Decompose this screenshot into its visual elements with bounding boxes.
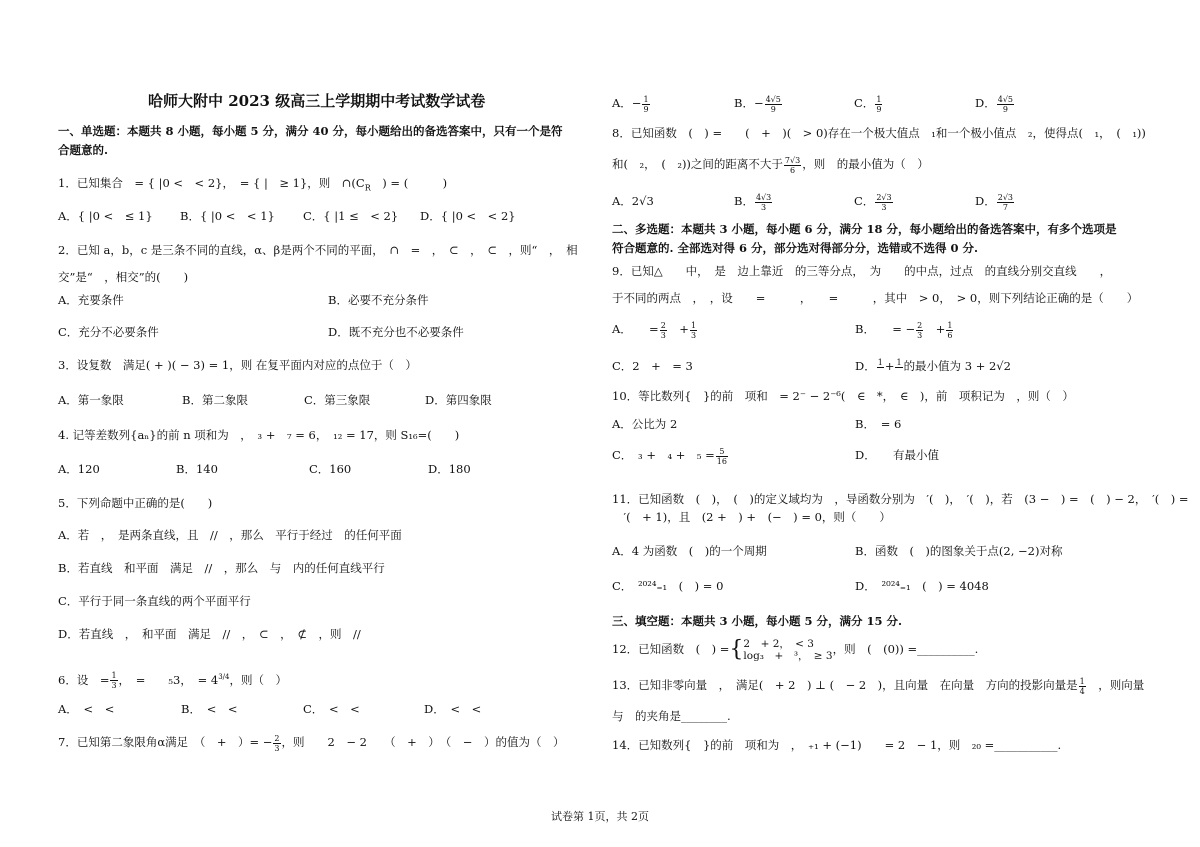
q4-option-d: D．180 [428,462,471,476]
q6-option-d: D． < < [424,702,482,716]
q10-option-c: C． ₃ + ₄ + ₅ = $\frac{5}{16}$ [612,446,727,466]
section-2-heading: 二、多选题：本题共 3 小题，每小题 6 分，满分 18 分，每小题给出的备选答案中，有多个选项是 [612,222,1117,236]
q2-option-a: A．充要条件 [58,293,124,307]
q8-option-c: C． $\frac{2√3}{3}$ [854,192,892,212]
q9-stem-cont: 于不同的两点 ， ，设 = ， = ，其中 > 0， > 0，则下列结论正确的是（ ） [612,291,1139,305]
q13-stem-cont: 与 的夹角是________. [612,709,731,723]
q1-stem: 1．已知集合 = { |0 < < 2}， = { | ≥ 1}，则 $\cap(C_R$ ) = ( ) [58,176,448,193]
q10-option-a: A．公比为 2 [612,417,678,431]
section-1-heading-cont: 合题意的. [58,143,109,157]
q5-option-b: B．若直线 和平面 满足 // ，那么 与 内的任何直线平行 [58,561,385,575]
q3-option-b: B．第二象限 [182,393,248,407]
q7-option-d: D． $\frac{4√5}{9}$ [975,94,1014,114]
q14-stem: 14．已知数列{ }的前 项和为 ， ₊₁ + (−1) = 2 − 1，则 ₂₀ =___________. [612,738,1062,752]
q3-stem: 3．设复数 满足( + )( − 3) = 1，则 在复平面内对应的点位于（ ） [58,358,417,372]
q2-option-b: B．必要不充分条件 [328,293,429,307]
q11-option-c: C． ²⁰²⁴₌₁ ( ) = 0 [612,579,724,593]
q6-option-a: A． < < [58,702,115,716]
q10-option-b: B． = 6 [855,417,902,431]
q11-option-d: D． ²⁰²⁴₌₁ ( ) = 4048 [855,579,989,593]
q13-stem: 13．已知非零向量 ， 满足( + 2 ) ⊥ ( − 2 )，且向量 在向量 方向的投影向量是 $\frac{1}{4}$ ，则向量 [612,676,1145,696]
q8-option-a: A．2√3 [612,194,654,208]
q5-option-d: D．若直线 ， 和平面 满足 // ， ⊂ ， ⊄ ，则 // [58,627,361,641]
q11-option-a: A．4 为函数 ( )的一个周期 [612,544,767,558]
q10-option-d: D． 有最小值 [855,448,939,462]
q2-option-d: D．既不充分也不必要条件 [328,325,464,339]
q5-stem: 5．下列命题中正确的是( ) [58,496,213,510]
q11-stem: 11．已知函数 ( )， ( )的定义域均为 ，导函数分别为 ′( )， ′( )，若 (3 − ) = ( ) − 2， ′( ) = [612,492,1189,506]
page-title: 哈师大附中 2023 级高三上学期期中考试数学试卷 [148,92,486,110]
q6-stem: 6．设 = $\frac{1}{3}$ ， = ₅3， = $4^{3/4}$，则（ ） [58,671,287,691]
q1-option-b: B．{ |0 < < 1} [180,209,275,223]
q8-stem: 8．已知函数 ( ) = ( + )( > 0)存在一个极大值点 ₁和一个极小值点 ₂，使得点( ₁， ( ₁)) [612,126,1146,140]
q12-stem: 12．已知函数 ( ) ={ 2 + 2， < 3 log₃ + ³， ≥ 3 ，则 ( (0)) =__________. [612,637,979,662]
q3-option-d: D．第四象限 [425,393,492,407]
q9-option-d: D． 1 + 1 的最小值为 3 + 2√2 [855,357,1011,373]
section-3-heading: 三、填空题：本题共 3 小题，每小题 5 分，满分 15 分. [612,614,903,628]
q1-option-c: C．{ |1 ≤ < 2} [303,209,399,223]
q6-option-b: B． < < [181,702,238,716]
q9-option-a: A． = $\frac{2}{3}$ + $\frac{1}{3}$ [612,320,697,340]
piecewise-cases: 2 + 2， < 3 log₃ + ³， ≥ 3 [743,638,833,662]
q4-option-c: C．160 [309,462,352,476]
q11-stem-cont: ′( + 1)，且 (2 + ) + (− ) = 0，则（ ） [612,510,891,524]
q7-option-b: B．− $\frac{4√5}{9}$ [734,94,781,114]
q2-stem: 2．已知 a，b，c 是三条不同的直线，α、β是两个不同的平面， ∩ = ， ⊂ ， ⊂ ，则“ ， 相 [58,243,578,257]
q1-option-a: A．{ |0 < ≤ 1} [58,209,153,223]
section-1-heading: 一、单选题：本题共 8 小题，每小题 5 分，满分 40 分，每小题给出的备选答案中，只有一个是符 [58,124,563,138]
q8-stem-cont: 和( ₂， ( ₂))之间的距离不大于 $\frac{7√3}{6}$ ，则 的最小值为（ ） [612,155,929,175]
q7-option-a: A．− $\frac{1}{9}$ [612,94,649,114]
q6-fraction-a: $\frac{1}{3}$ [111,671,117,691]
q2-stem-cont: 交”是“ ，相交”的( ) [58,270,189,284]
q2-option-c: C．充分不必要条件 [58,325,159,339]
q1-option-d: D．{ |0 < < 2} [420,209,516,223]
q5-option-a: A．若 ， 是两条直线，且 // ，那么 平行于经过 的任何平面 [58,528,402,542]
q8-option-b: B． $\frac{4√3}{3}$ [734,192,772,212]
q11-option-b: B．函数 ( )的图象关于点(2, −2)对称 [855,544,1063,558]
q8-option-d: D． $\frac{2√3}{7}$ [975,192,1014,212]
q7-option-c: C． $\frac{1}{9}$ [854,94,882,114]
page-footer: 试卷第 1页，共 2页 [551,810,649,823]
q7-fraction: $\frac{2}{3}$ [274,733,280,753]
q10-stem: 10．等比数列{ }的前 项和 = 2⁻ − 2⁻⁶( ∈ *， ∈ )，前 项积记为 ，则（ ） [612,389,1074,403]
q9-stem: 9．已知△ 中， 是 边上靠近 的三等分点， 为 的中点，过点 的直线分别交直线 ， [612,264,1112,278]
q6-option-c: C． < < [303,702,360,716]
q4-option-b: B．140 [176,462,218,476]
q3-option-c: C．第三象限 [304,393,371,407]
section-2-heading-cont: 符合题意的. 全部选对得 6 分，部分选对得部分分，选错或不选得 0 分. [612,241,979,255]
q4-option-a: A．120 [58,462,100,476]
q9-option-b: B． = − $\frac{2}{3}$ + $\frac{1}{6}$ [855,320,953,340]
q7-stem: 7．已知第二象限角α满足 （ + ）= − $\frac{2}{3}$ ，则 2 − 2 （ + ） （ − ）的值为（ ） [58,733,565,753]
q5-option-c: C．平行于同一条直线的两个平面平行 [58,594,251,608]
left-brace: { [729,637,744,662]
q4-stem: 4. 记等差数列{aₙ}的前 n 项和为 ， ₃ + ₇ = 6， ₁₂ = 17，则 S₁₆=( ) [58,428,460,442]
q9-option-c: C．2 + = 3 [612,359,693,373]
q3-option-a: A．第一象限 [58,393,124,407]
